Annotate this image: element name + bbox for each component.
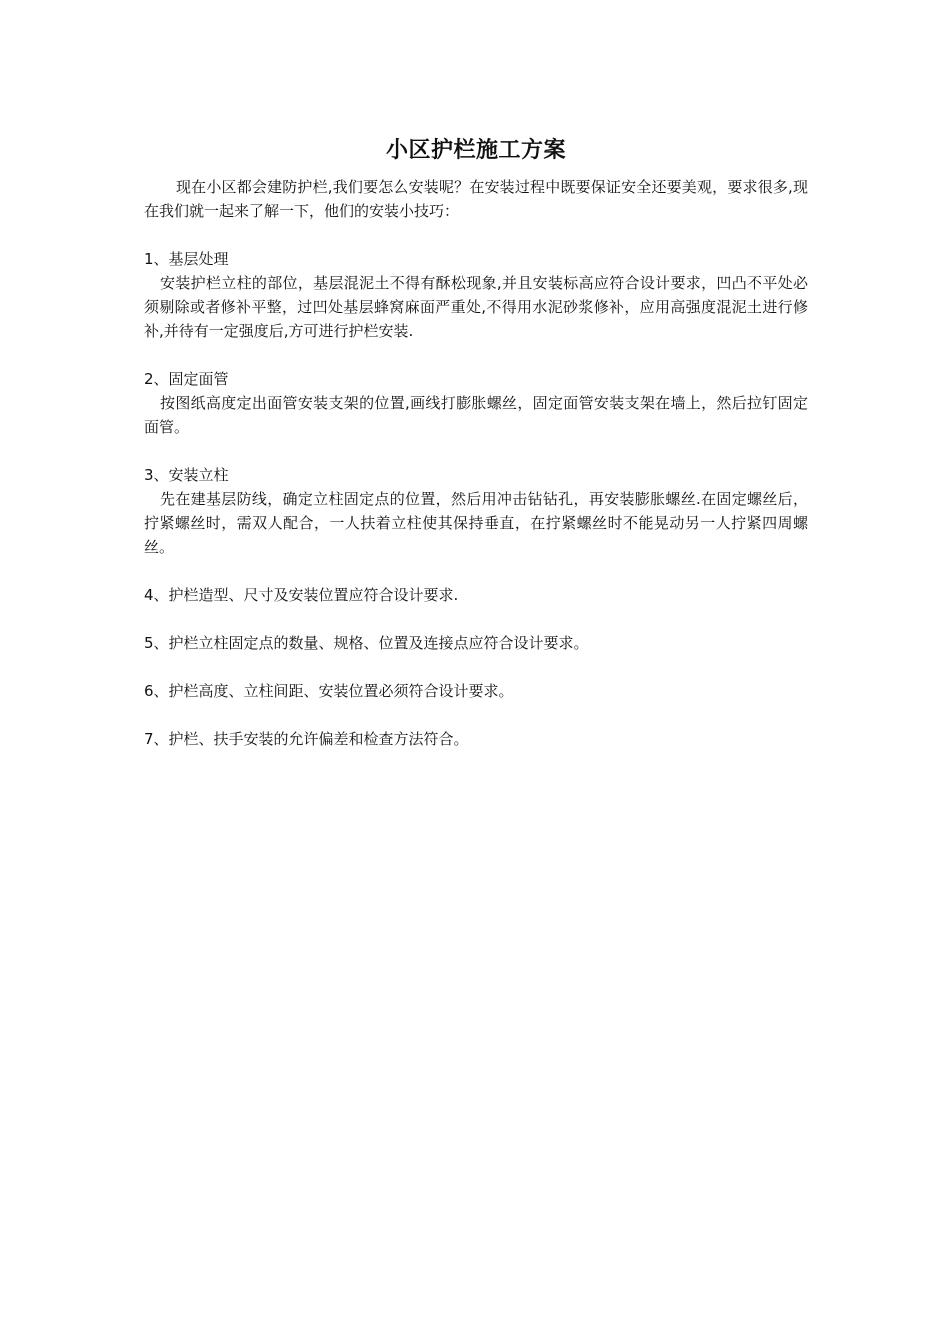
section-heading: 2、固定面管 [144, 370, 229, 388]
requirement-item: 7、护栏、扶手安装的允许偏差和检查方法符合。 [144, 730, 469, 748]
document-title: 小区护栏施工方案 [385, 138, 566, 163]
section-base-treatment [144, 247, 808, 343]
requirement-item: 4、护栏造型、尺寸及安装位置应符合设计要求. [144, 586, 459, 604]
intro-paragraph: 现在小区都会建防护栏,我们要怎么安装呢？在安装过程中既要保证安全还要美观，要求很多,现在我们就一起来了解一下，他们的安装小技巧： [144, 178, 808, 220]
section-body: 按图纸高度定出面管安装支架的位置,画线打膨胀螺丝，固定面管安装支架在墙上，然后拉钉固定面管。 [144, 394, 808, 436]
requirement-item: 6、护栏高度、立柱间距、安装位置必须符合设计要求。 [144, 682, 514, 700]
document-body [144, 130, 808, 766]
section-heading: 3、安装立柱 [144, 466, 229, 484]
section-install-posts [144, 463, 808, 559]
section-body: 先在建基层防线，确定立柱固定点的位置，然后用冲击钻钻孔，再安装膨胀螺丝.在固定螺丝后，拧紧螺丝时，需双人配合，一人扶着立柱使其保持垂直，在拧紧螺丝时不能晃动另一人拧紧四周螺丝。 [144, 490, 808, 556]
requirement-item: 5、护栏立柱固定点的数量、规格、位置及连接点应符合设计要求。 [144, 634, 589, 652]
section-body: 安装护栏立柱的部位，基层混泥土不得有酥松现象,并且安装标高应符合设计要求，凹凸不平处必须剔除或者修补平整，过凹处基层蜂窝麻面严重处,不得用水泥砂浆修补，应用高强度混泥土进行修补,并待有一定强度后,方可进行护栏安装. [144, 274, 808, 340]
section-fix-top-rail [144, 367, 808, 439]
section-heading: 1、基层处理 [144, 250, 229, 268]
